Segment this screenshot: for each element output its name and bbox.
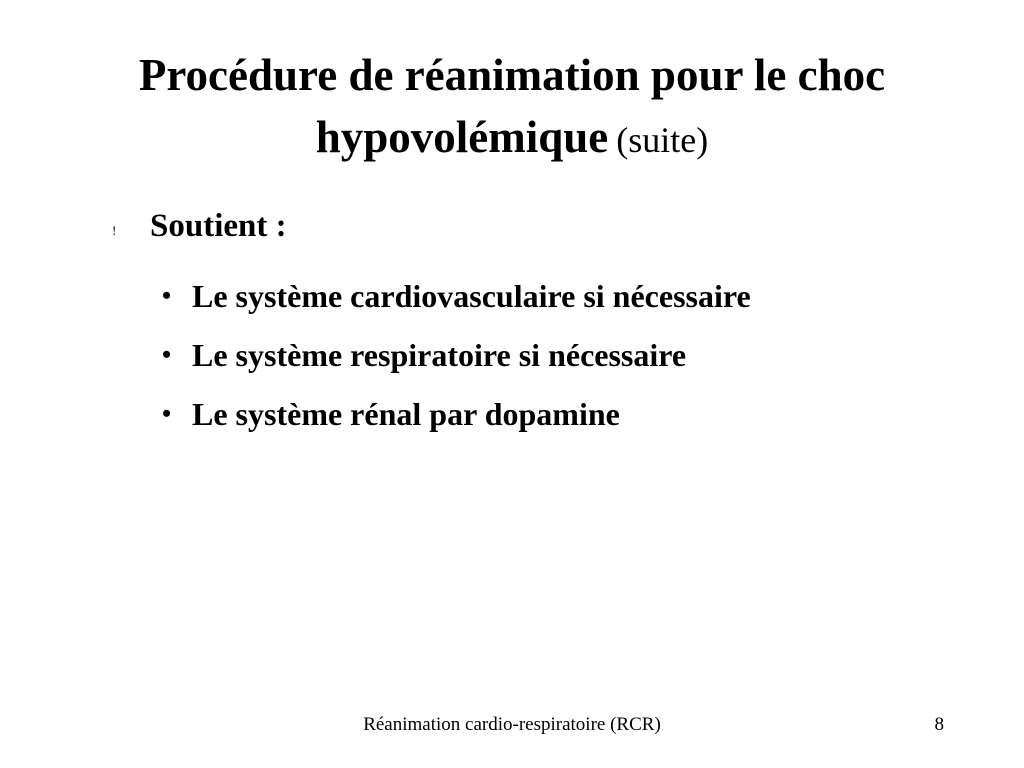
- title-main: Procédure de réanimation pour le choc hypovolémique: [138, 50, 886, 162]
- bullet-list: [162, 274, 751, 451]
- bullet-icon: •: [162, 281, 172, 310]
- slide-title: [60, 46, 964, 170]
- footer-text: Réanimation cardio-respiratoire (RCR): [363, 714, 661, 735]
- title-suffix: (suite): [616, 120, 709, 160]
- level1-marker: !: [112, 223, 117, 238]
- bullet-icon: •: [162, 340, 172, 369]
- level1-item: [112, 206, 287, 246]
- list-item-text: Le système cardiovasculaire si nécessaire: [192, 277, 751, 314]
- list-item: [162, 274, 751, 318]
- page-number: 8: [934, 714, 944, 735]
- level1-text: Soutient :: [150, 207, 287, 244]
- list-item: [162, 392, 751, 436]
- bullet-icon: •: [162, 399, 172, 428]
- list-item: [162, 333, 751, 377]
- list-item-text: Le système rénal par dopamine: [192, 395, 620, 432]
- list-item-text: Le système respiratoire si nécessaire: [192, 336, 687, 373]
